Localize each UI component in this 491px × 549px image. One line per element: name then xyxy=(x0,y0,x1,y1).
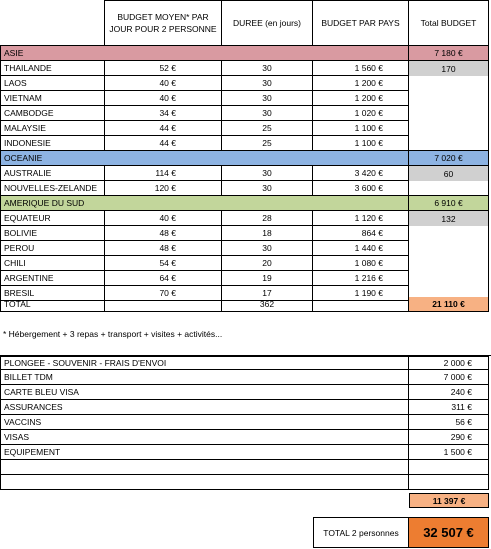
country-row xyxy=(0,226,491,241)
header-daily-budget: BUDGET MOYEN* PAR JOUR POUR 2 PERSONNE xyxy=(105,0,222,46)
header-duration: DUREE (en jours) xyxy=(222,0,313,46)
expense-amount: 56 € xyxy=(409,415,489,430)
country-name: BOLIVIE xyxy=(0,226,105,241)
country-name: EQUATEUR xyxy=(0,211,105,226)
duration-days: 20 xyxy=(222,256,313,271)
daily-budget: 52 € xyxy=(105,61,222,76)
total-row xyxy=(0,297,491,312)
extra-value: 170 xyxy=(409,61,489,76)
daily-budget: 48 € xyxy=(105,241,222,256)
expense-label: EQUIPEMENT xyxy=(0,445,409,460)
country-budget: 1 080 € xyxy=(313,256,409,271)
header-country-budget: BUDGET PAR PAYS xyxy=(313,0,409,46)
expense-label: VACCINS xyxy=(0,415,409,430)
country-name: THAILANDE xyxy=(0,61,105,76)
country-budget: 1 100 € xyxy=(313,136,409,151)
country-row xyxy=(0,121,491,136)
section-name: AMERIQUE DU SUD xyxy=(0,196,409,211)
country-row xyxy=(0,211,491,226)
extra-value xyxy=(409,241,489,256)
country-row xyxy=(0,61,491,76)
expense-row xyxy=(0,370,491,385)
expense-amount: 2 000 € xyxy=(409,356,489,370)
daily-budget: 34 € xyxy=(105,106,222,121)
extra-value xyxy=(409,106,489,121)
expense-amount: 1 500 € xyxy=(409,445,489,460)
country-name: ARGENTINE xyxy=(0,271,105,286)
extra-value xyxy=(409,136,489,151)
daily-budget: 120 € xyxy=(105,181,222,196)
country-row xyxy=(0,91,491,106)
country-name: LAOS xyxy=(0,76,105,91)
country-name: MALAYSIE xyxy=(0,121,105,136)
country-budget: 3 600 € xyxy=(313,181,409,196)
duration-days: 19 xyxy=(222,271,313,286)
country-budget: 1 440 € xyxy=(313,241,409,256)
country-name: VIETNAM xyxy=(0,91,105,106)
country-name: AUSTRALIE xyxy=(0,166,105,181)
country-row xyxy=(0,256,491,271)
extra-value xyxy=(409,271,489,286)
country-budget: 1 190 € xyxy=(313,286,409,301)
country-row xyxy=(0,271,491,286)
expense-row xyxy=(0,415,491,430)
duration-days: 30 xyxy=(222,241,313,256)
total-label: TOTAL xyxy=(0,297,105,312)
country-budget: 1 200 € xyxy=(313,91,409,106)
country-name: NOUVELLES-ZELANDE xyxy=(0,181,105,196)
expense-label: CARTE BLEU VISA xyxy=(0,385,409,400)
country-budget: 1 020 € xyxy=(313,106,409,121)
extra-value xyxy=(409,91,489,106)
section-band-2 xyxy=(0,196,491,211)
daily-budget: 40 € xyxy=(105,76,222,91)
duration-days: 25 xyxy=(222,121,313,136)
expense-row xyxy=(0,430,491,445)
section-name: OCEANIE xyxy=(0,151,409,166)
daily-budget: 114 € xyxy=(105,166,222,181)
duration-days: 30 xyxy=(222,61,313,76)
extra-value xyxy=(409,121,489,136)
header-total-budget: Total BUDGET xyxy=(409,0,489,46)
final-total-value: 32 507 € xyxy=(409,517,489,548)
expense-amount: 240 € xyxy=(409,385,489,400)
country-row xyxy=(0,166,491,181)
country-budget: 3 420 € xyxy=(313,166,409,181)
extra-value: 132 xyxy=(409,211,489,226)
total-daily-empty xyxy=(105,297,222,312)
expense-label: ASSURANCES xyxy=(0,400,409,415)
expense-amount: 290 € xyxy=(409,430,489,445)
expense-label: VISAS xyxy=(0,430,409,445)
duration-days: 18 xyxy=(222,226,313,241)
header-empty xyxy=(0,0,105,46)
section-total: 6 910 € xyxy=(409,196,489,211)
extra-value xyxy=(409,76,489,91)
country-row xyxy=(0,76,491,91)
extra-value xyxy=(409,226,489,241)
expense-row xyxy=(0,445,491,460)
extra-value xyxy=(409,256,489,271)
country-row xyxy=(0,136,491,151)
final-total-label: TOTAL 2 personnes xyxy=(313,517,409,548)
country-budget: 864 € xyxy=(313,226,409,241)
daily-budget: 40 € xyxy=(105,91,222,106)
duration-days: 30 xyxy=(222,181,313,196)
total-days: 362 xyxy=(222,297,313,312)
country-budget: 1 100 € xyxy=(313,121,409,136)
duration-days: 25 xyxy=(222,136,313,151)
extra-value: 60 xyxy=(409,166,489,181)
duration-days: 17 xyxy=(222,286,313,301)
daily-budget: 54 € xyxy=(105,256,222,271)
country-budget: 1 560 € xyxy=(313,61,409,76)
total-budget-empty xyxy=(313,297,409,312)
country-name: CAMBODGE xyxy=(0,106,105,121)
daily-budget: 70 € xyxy=(105,286,222,301)
duration-days: 30 xyxy=(222,91,313,106)
section-band-1 xyxy=(0,151,491,166)
duration-days: 30 xyxy=(222,76,313,91)
duration-days: 28 xyxy=(222,211,313,226)
country-name: PEROU xyxy=(0,241,105,256)
header-row xyxy=(0,0,491,46)
daily-budget: 64 € xyxy=(105,271,222,286)
expense-label: BILLET TDM xyxy=(0,370,409,385)
expense-label: PLONGEE - SOUVENIR - FRAIS D'ENVOI xyxy=(0,356,409,370)
country-budget: 1 200 € xyxy=(313,76,409,91)
expense-row xyxy=(0,385,491,400)
expense-row xyxy=(0,400,491,415)
country-row xyxy=(0,181,491,196)
section-total: 7 180 € xyxy=(409,46,489,61)
country-name: CHILI xyxy=(0,256,105,271)
expense-row xyxy=(0,475,491,490)
expenses-total: 11 397 € xyxy=(409,493,489,508)
daily-budget: 40 € xyxy=(105,211,222,226)
expense-amount xyxy=(409,460,489,475)
country-budget: 1 120 € xyxy=(313,211,409,226)
expense-label xyxy=(0,460,409,475)
expense-row xyxy=(0,355,491,370)
duration-days: 30 xyxy=(222,106,313,121)
daily-budget: 48 € xyxy=(105,226,222,241)
section-name: ASIE xyxy=(0,46,409,61)
expense-row xyxy=(0,460,491,475)
section-total: 7 020 € xyxy=(409,151,489,166)
country-row xyxy=(0,241,491,256)
country-row xyxy=(0,106,491,121)
duration-days: 30 xyxy=(222,166,313,181)
country-name: BRESIL xyxy=(0,286,105,301)
daily-budget: 44 € xyxy=(105,136,222,151)
expense-label xyxy=(0,475,409,490)
daily-budget: 44 € xyxy=(105,121,222,136)
extra-value xyxy=(409,181,489,196)
expense-amount xyxy=(409,475,489,490)
section-band-0 xyxy=(0,46,491,61)
footnote: * Hébergement + 3 repas + transport + visites + activités... xyxy=(3,329,223,339)
expense-amount: 311 € xyxy=(409,400,489,415)
country-budget: 1 216 € xyxy=(313,271,409,286)
total-amount: 21 110 € xyxy=(409,297,489,312)
country-name: INDONESIE xyxy=(0,136,105,151)
expense-amount: 7 000 € xyxy=(409,370,489,385)
